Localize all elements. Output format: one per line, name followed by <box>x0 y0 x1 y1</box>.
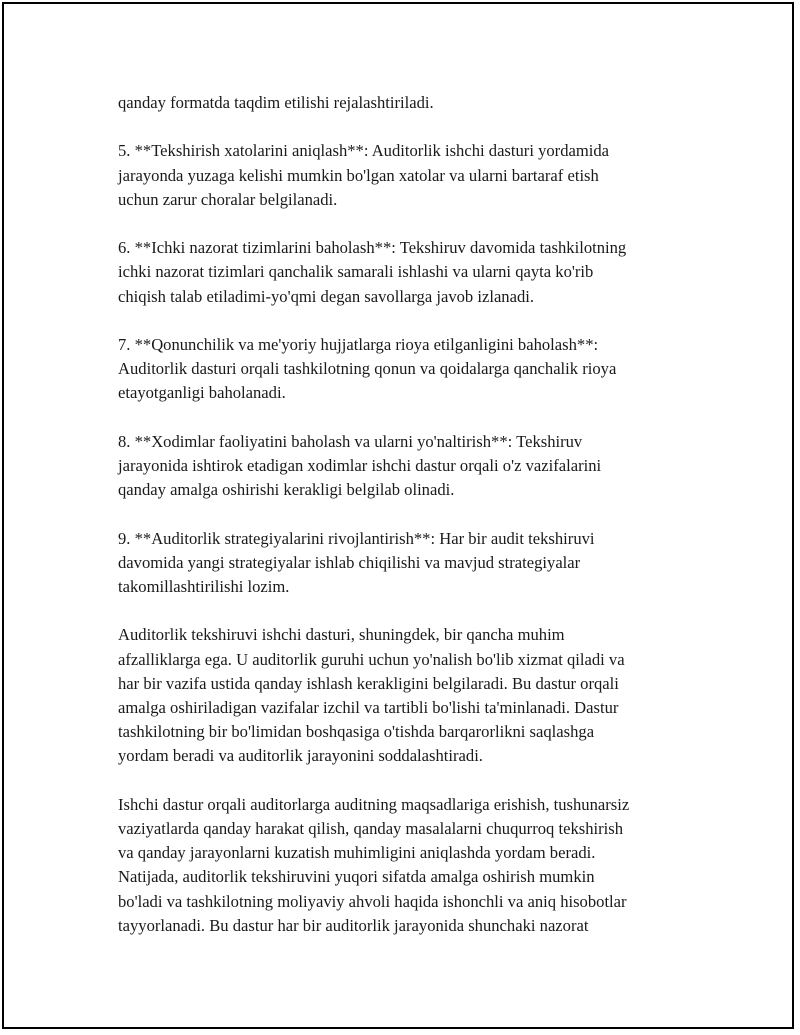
text-line: bo'ladi va tashkilotning moliyaviy ahvoli haqida ishonchli va aniq hisobotlar <box>118 891 627 911</box>
text-line: Auditorlik tekshiruvi ishchi dasturi, shuningdek, bir qancha muhim <box>118 625 565 645</box>
paragraph-advantages <box>118 623 718 768</box>
text-line: qanday formatda taqdim etilishi rejalashtiriladi. <box>118 93 434 112</box>
paragraph-intro-tail <box>118 91 718 115</box>
text-line: yordam beradi va auditorlik jarayonini soddalashtiradi. <box>118 746 483 766</box>
text-line: jarayonida ishtirok etadigan xodimlar ishchi dastur orqali o'z vazifalarini <box>118 455 602 475</box>
text-line: 9. **Auditorlik strategiyalarini rivojlantirish**: Har bir audit tekshiruvi <box>118 528 595 548</box>
text-line: chiqish talab etiladimi-yo'qmi degan savollarga javob izlanadi. <box>118 286 535 306</box>
text-line: takomillashtirilishi lozim. <box>118 576 290 596</box>
text-line: 5. **Tekshirish xatolarini aniqlash**: Auditorlik ishchi dasturi yordamida <box>118 141 610 161</box>
text-line: tashkilotning bir bo'limidan boshqasiga o'tishda barqarorlikni saqlashga <box>118 722 595 742</box>
text-line: etayotganligi baholanadi. <box>118 383 286 403</box>
list-item-7 <box>118 333 718 406</box>
list-item-6 <box>118 236 718 309</box>
text-line: har bir vazifa ustida qanday ishlash kerakligini belgilaradi. Bu dastur orqali <box>118 673 619 693</box>
text-line: Auditorlik dasturi orqali tashkilotning qonun va qoidalarga qanchalik rioya <box>118 359 617 379</box>
list-item-8 <box>118 430 718 503</box>
text-line: 8. **Xodimlar faoliyatini baholash va ularni yo'naltirish**: Tekshiruv <box>118 431 583 451</box>
paragraph-working-program <box>118 793 718 938</box>
text-line: va qanday jarayonlarni kuzatish muhimligini aniqlashda yordam beradi. <box>118 843 596 863</box>
text-line: 7. **Qonunchilik va me'yoriy hujjatlarga rioya etilganligini baholash**: <box>118 334 599 354</box>
text-line: Natijada, auditorlik tekshiruvini yuqori sifatda amalga oshirish mumkin <box>118 867 595 887</box>
text-line: 6. **Ichki nazorat tizimlarini baholash**: Tekshiruv davomida tashkilotning <box>118 238 627 258</box>
text-line: jarayonda yuzaga kelishi mumkin bo'lgan xatolar va ularni bartaraf etish <box>118 165 599 185</box>
text-line: tayyorlanadi. Bu dastur har bir auditorlik jarayonida shunchaki nazorat <box>118 915 589 935</box>
text-line: ichki nazorat tizimlari qanchalik samarali ishlashi va ularni qayta ko'rib <box>118 262 594 282</box>
list-item-9 <box>118 527 718 600</box>
text-line: qanday amalga oshirishi kerakligi belgilab olinadi. <box>118 480 455 500</box>
list-item-5 <box>118 139 718 212</box>
document-body <box>118 91 718 962</box>
text-line: afzalliklarga ega. U auditorlik guruhi uchun yo'nalish bo'lib xizmat qiladi va <box>118 649 625 669</box>
text-line: amalga oshiriladigan vazifalar izchil va tartibli bo'lishi ta'minlanadi. Dastur <box>118 697 619 717</box>
text-line: davomida yangi strategiyalar ishlab chiqilishi va mavjud strategiyalar <box>118 552 581 572</box>
text-line: vaziyatlarda qanday harakat qilish, qanday masalalarni chuqurroq tekshirish <box>118 818 624 838</box>
text-line: uchun zarur choralar belgilanadi. <box>118 189 338 209</box>
text-line: Ishchi dastur orqali auditorlarga auditning maqsadlariga erishish, tushunarsiz <box>118 794 630 814</box>
